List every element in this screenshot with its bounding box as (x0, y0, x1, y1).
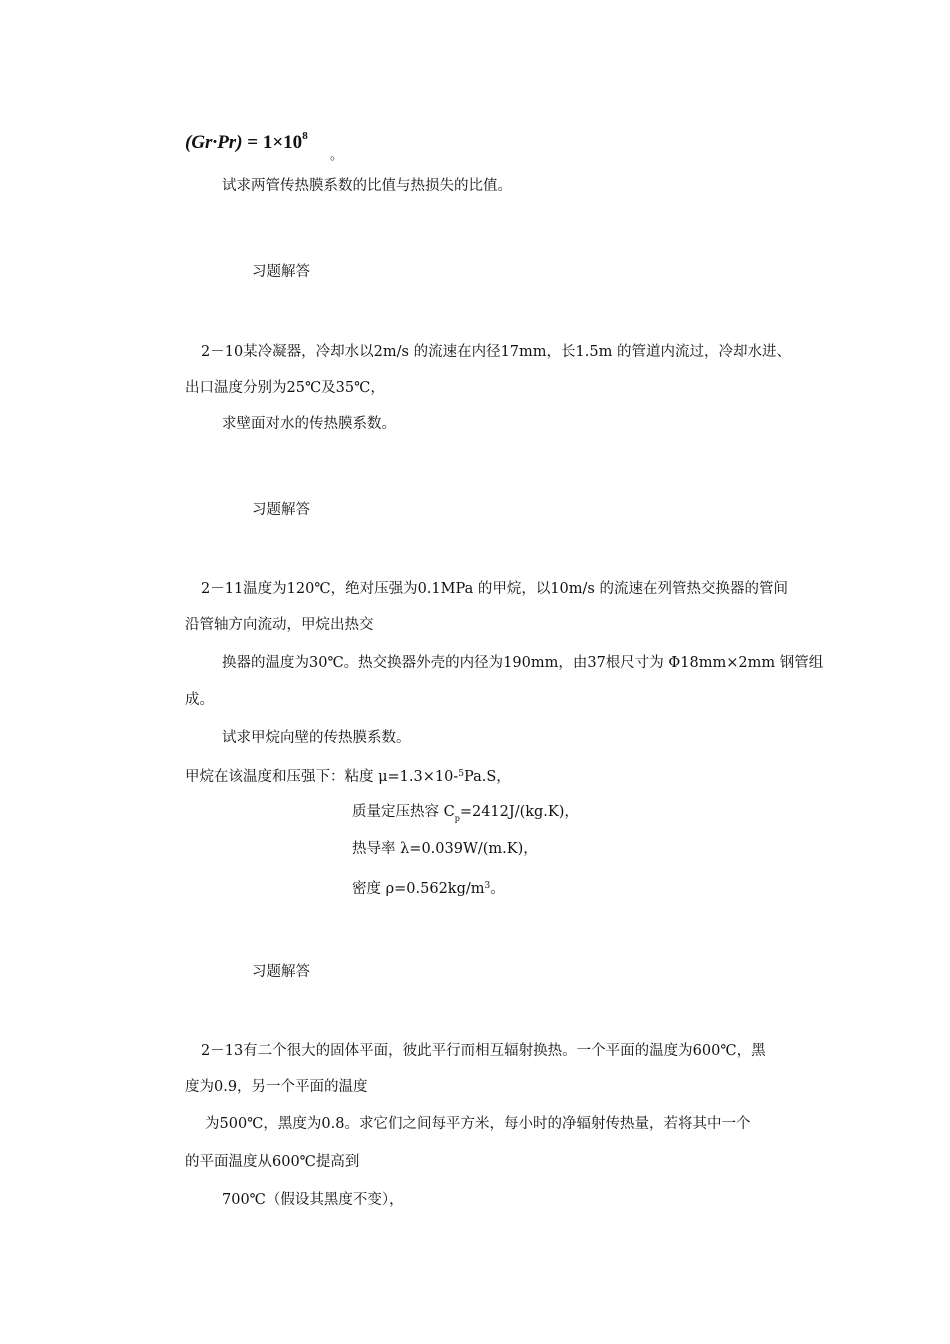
formula-dot: · (212, 132, 218, 153)
problem-2-13-line-3: 为500℃，黑度为0.8。求它们之间每平方米，每小时的净辐射传热量，若将其中一个 (205, 1116, 751, 1132)
formula-pr: Pr (217, 132, 237, 153)
formula-paren-open: ( (185, 132, 192, 153)
problem-2-13-line-1: 2－13有二个很大的固体平面，彼此平行而相互辐射换热。一个平面的温度为600℃，黑 (201, 1043, 766, 1059)
problem-2-11-line-5: 试求甲烷向壁的传热膜系数。 (222, 730, 411, 746)
problem-2-13-line-5: 700℃（假设其黑度不变）， (222, 1192, 404, 1208)
problem-2-11-line-1: 2－11温度为120℃，绝对压强为0.1MPa 的甲烷，以10m/s 的流速在列管热交换器的管间 (201, 581, 788, 597)
formula-exponent: 8 (302, 130, 308, 142)
problem-2-11-line-3: 换器的温度为30℃。热交换器外壳的内径为190mm，由37根尺寸为 Φ18mm×2mm 钢管组 (222, 655, 824, 671)
problem-2-11-line-4: 成。 (185, 692, 214, 708)
problem-2-13-line-4: 的平面温度从600℃提高到 (185, 1154, 360, 1170)
answer-label: 习题解答 (252, 964, 310, 980)
problem-2-10-line-1: 2－10某冷凝器，冷却水以2m/s 的流速在内径17mm，长1.5m 的管道内流过，冷却水进、 (201, 344, 791, 360)
problem-2-10-line-2: 出口温度分别为25℃及35℃， (185, 380, 385, 396)
problem-2-13-line-2: 度为0.9，另一个平面的温度 (185, 1079, 368, 1095)
answer-label: 习题解答 (252, 502, 310, 518)
answer-label: 习题解答 (252, 264, 310, 280)
methane-density: 密度 $\rho=0.562kg/m^3$。 (352, 881, 505, 897)
methane-heat-capacity: 质量定压热容 $C_p=2412J/(kg.K)$， (352, 804, 579, 823)
formula-equals: = 1×10 (242, 132, 303, 153)
formula-gr: Gr (191, 132, 213, 153)
problem-question: 试求两管传热膜系数的比值与热损失的比值。 (222, 178, 512, 194)
grashof-prandtl-formula (185, 124, 308, 155)
formula-period: 。 (330, 148, 344, 163)
methane-thermal-conductivity: 热导率 λ=0.039W/(m.K)， (352, 841, 538, 857)
formula-paren-close: ) (236, 132, 243, 153)
methane-viscosity: 甲烷在该温度和压强下：粘度 μ=1.3×10-$^5$Pa.S， (185, 769, 511, 785)
problem-2-11-line-2: 沿管轴方向流动，甲烷出热交 (185, 617, 374, 633)
problem-2-10-line-3: 求壁面对水的传热膜系数。 (222, 416, 396, 432)
